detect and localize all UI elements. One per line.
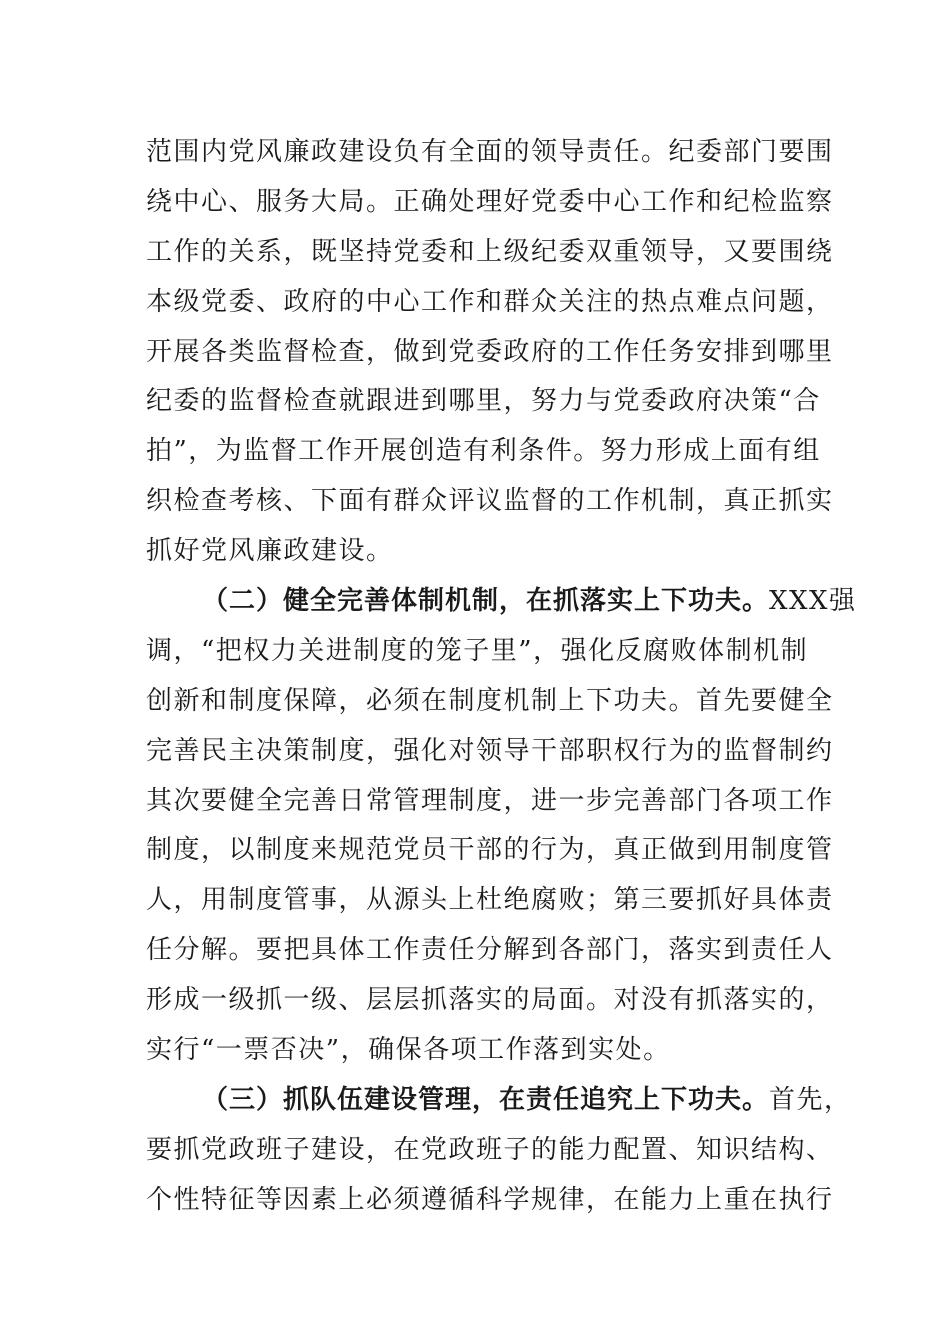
paragraph-line: 其次要健全完善日常管理制度，进一步完善部门各项工作 bbox=[146, 785, 834, 816]
paragraph-line: 绕中心、服务大局。正确处理好党委中心工作和纪检监察 bbox=[146, 186, 834, 217]
paragraph-line: 本级党委、政府的中心工作和群众关注的热点难点问题， bbox=[146, 286, 834, 317]
paragraph-line: 创新和制度保障，必须在制度机制上下功夫。首先要健全 bbox=[146, 685, 834, 716]
paragraph-line: 制度，以制度来规范党员干部的行为，真正做到用制度管 bbox=[146, 835, 834, 866]
document-body bbox=[146, 128, 857, 1226]
paragraph-line: 织检查考核、下面有群众评议监督的工作机制，真正抓实 bbox=[146, 486, 834, 517]
section-2-heading: （二）健全完善体制机制，在抓落实上下功夫。 bbox=[202, 586, 770, 617]
section-2-first-line bbox=[146, 577, 857, 627]
paragraph-line: 形成一级抓一级、层层抓落实的局面。对没有抓落实的， bbox=[146, 985, 834, 1016]
paragraph-line: 要抓党政班子建设，在党政班子的能力配置、知识结构、 bbox=[146, 1134, 834, 1165]
paragraph-line: 工作的关系，既坚持党委和上级纪委双重领导，又要围绕 bbox=[146, 236, 834, 267]
paragraph-line: 调，“把权力关进制度的笼子里”，强化反腐败体制机制 bbox=[146, 635, 809, 666]
paragraph-line: 开展各类监督检查，做到党委政府的工作任务安排到哪里 bbox=[146, 336, 834, 367]
paragraph-line: 完善民主决策制度，强化对领导干部职权行为的监督制约 bbox=[146, 735, 834, 766]
paragraph-line: 拍”，为监督工作开展创造有利条件。努力形成上面有组 bbox=[146, 436, 821, 467]
paragraph-line: 纪委的监督检查就跟进到哪里，努力与党委政府决策“合 bbox=[146, 386, 821, 417]
paragraph-line: 实行“一票否决”，确保各项工作落到实处。 bbox=[146, 1035, 671, 1066]
section-3-first-line bbox=[146, 1076, 852, 1126]
section-2-lead-text: XXX强 bbox=[769, 586, 857, 617]
paragraph-line: 范围内党风廉政建设负有全面的领导责任。纪委部门要围 bbox=[146, 137, 834, 167]
paragraph-line: 任分解。要把具体工作责任分解到各部门，落实到责任人 bbox=[146, 935, 834, 966]
section-3-heading: （三）抓队伍建设管理，在责任追究上下功夫。 bbox=[202, 1084, 770, 1115]
paragraph-line: 抓好党风廉政建设。 bbox=[146, 536, 394, 567]
section-3-lead-text: 首先， bbox=[769, 1084, 852, 1115]
paragraph-line: 人，用制度管事，从源头上杜绝腐败；第三要抓好具体责 bbox=[146, 885, 834, 916]
paragraph-line: 个性特征等因素上必须遵循科学规律，在能力上重在执行 bbox=[146, 1184, 834, 1215]
